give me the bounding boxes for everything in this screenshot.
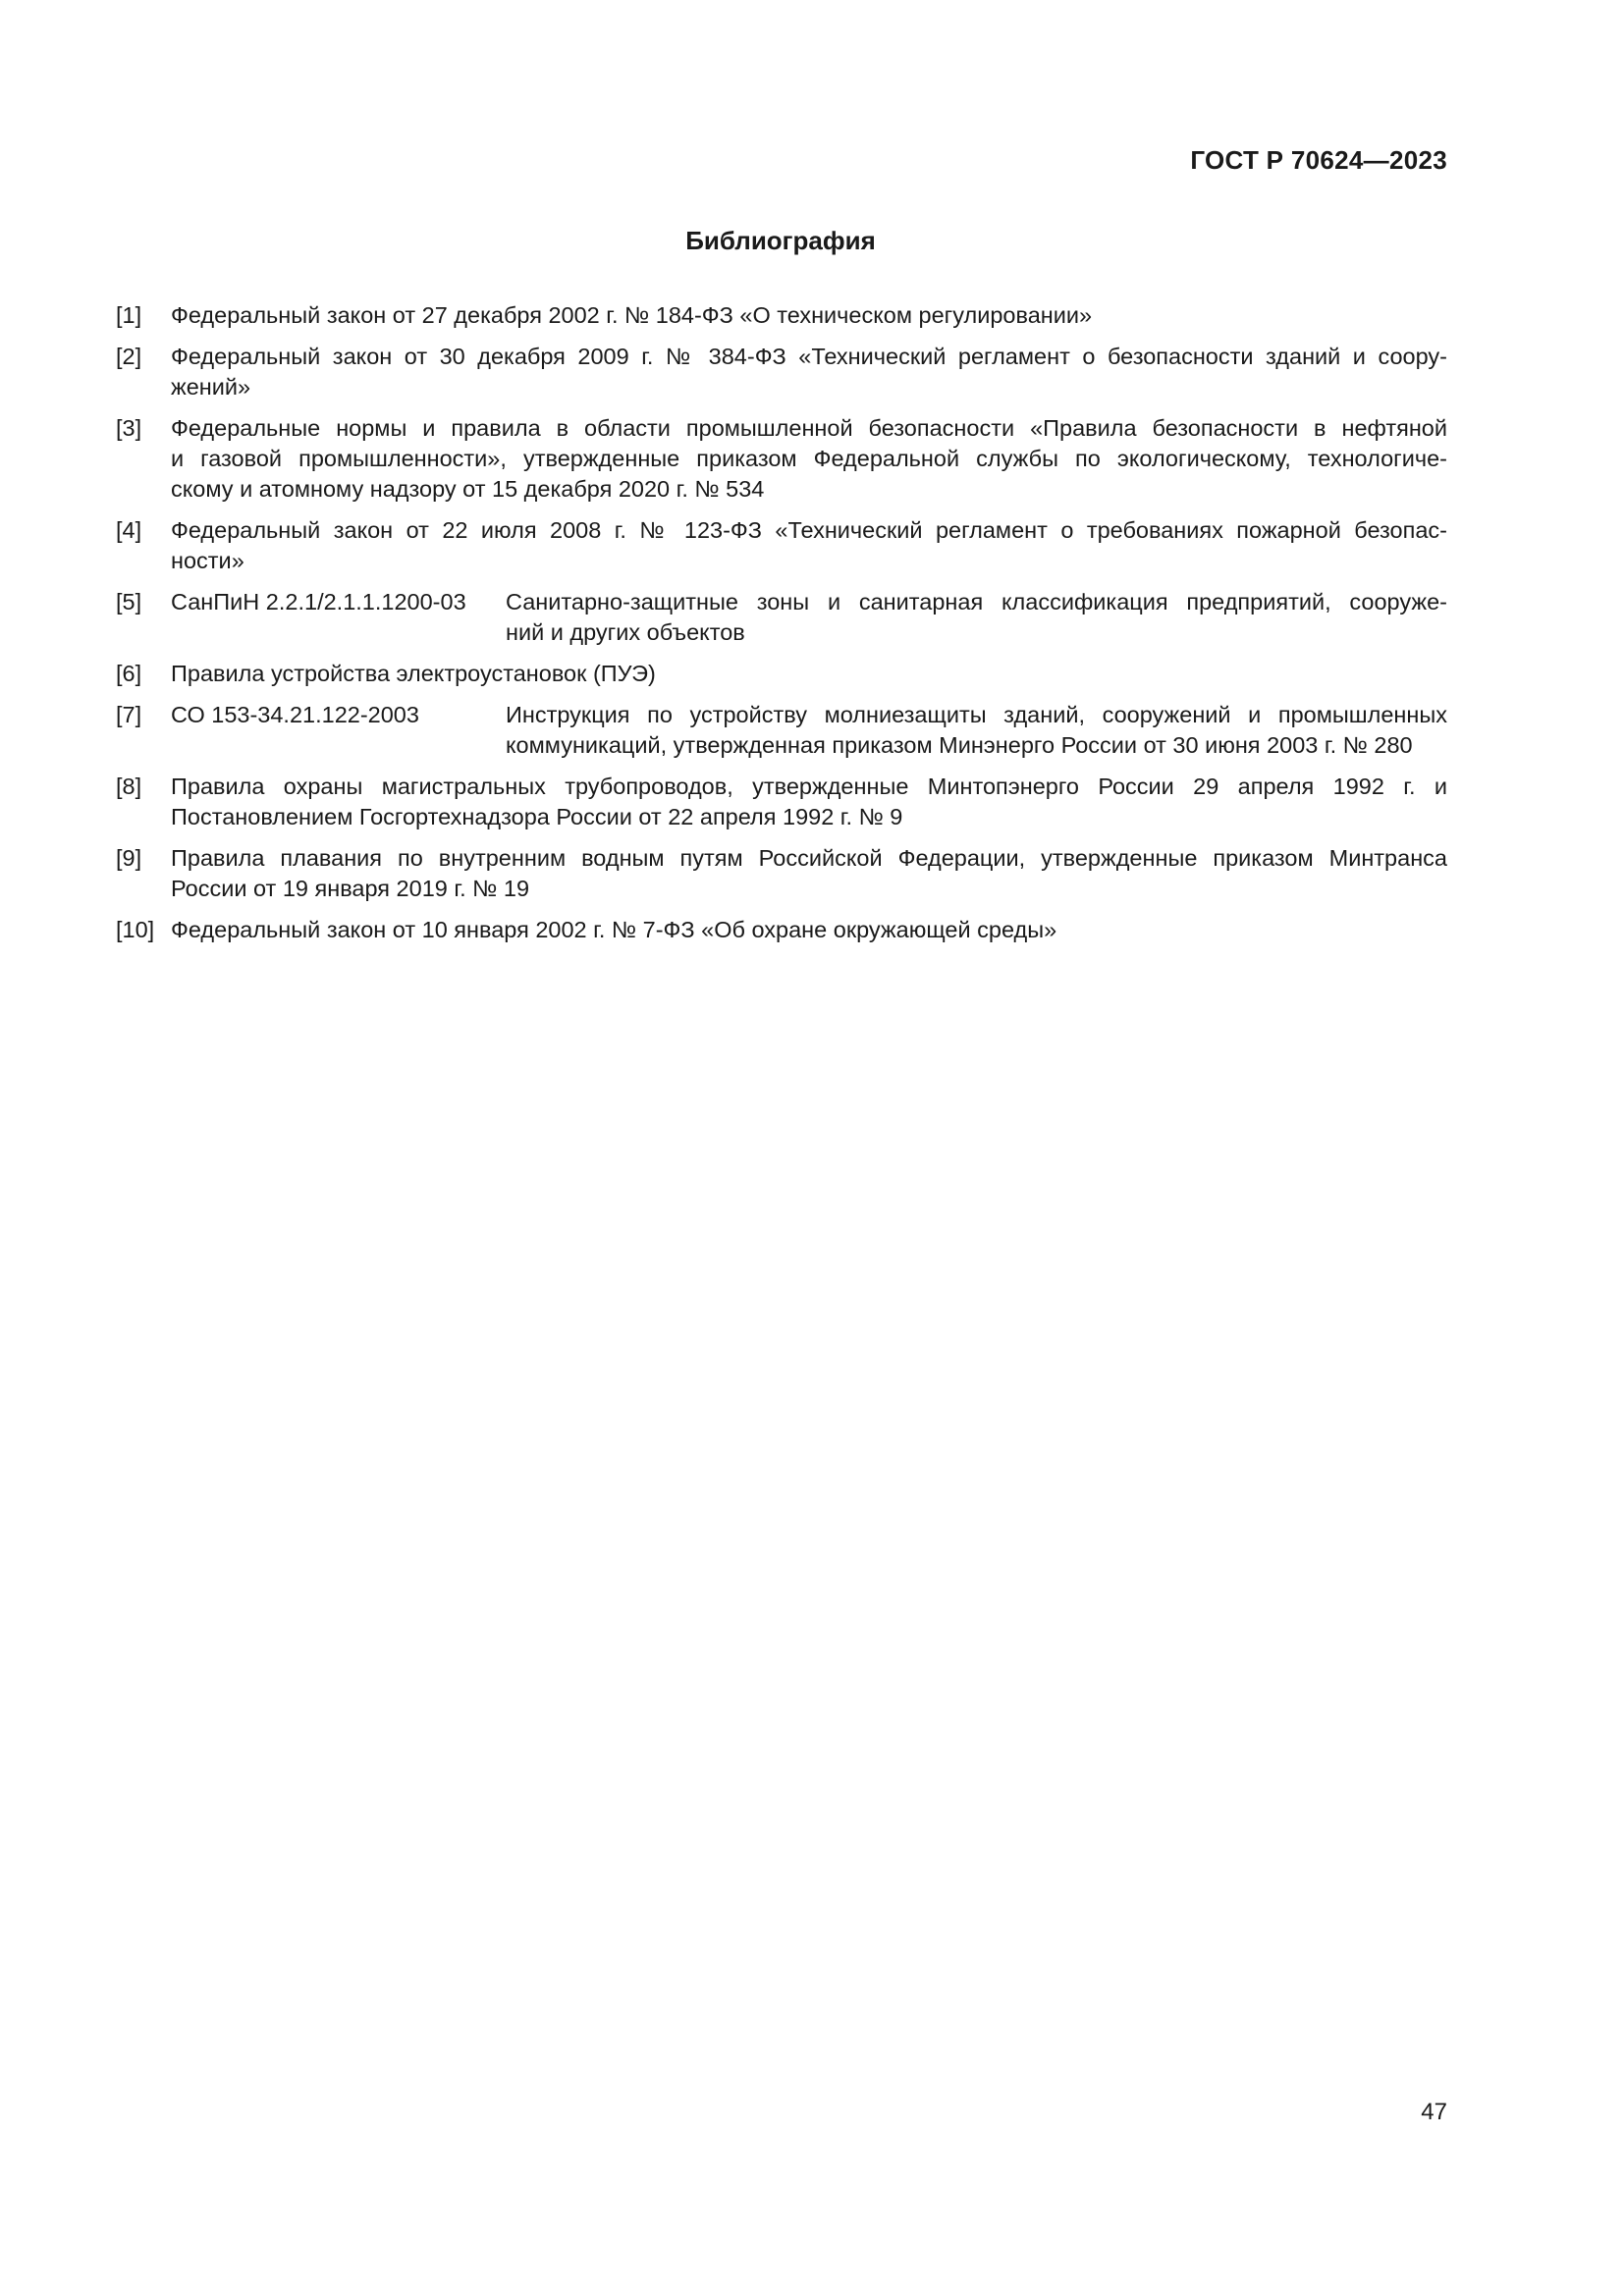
entry-number: [9]	[116, 845, 142, 871]
bibliography-entry	[116, 413, 1447, 505]
entry-text-line: скому и атомному надзору от 15 декабря 2020 г. № 534	[171, 476, 765, 502]
entry-text-line: Федеральный закон от 22 июля 2008 г. № 123-ФЗ «Технический регламент о требованиях пожарной безопас-	[171, 517, 1447, 543]
entry-text-line: и газовой промышленности», утвержденные приказом Федеральной службы по экологическому, технологиче-	[171, 446, 1447, 471]
entry-number: [10]	[116, 917, 155, 942]
section-title: Библиография	[685, 226, 876, 255]
bibliography-entry	[116, 342, 1447, 402]
entry-text	[171, 300, 1447, 331]
entry-text	[506, 700, 1447, 761]
entry-text-line: Санитарно-защитные зоны и санитарная классификация предприятий, сооруже-	[506, 589, 1447, 614]
bibliography-entry	[116, 843, 1447, 904]
page-number: 47	[1421, 2099, 1447, 2125]
entry-text-line: Федеральный закон от 27 декабря 2002 г. № 184-ФЗ «О техническом регулировании»	[171, 302, 1093, 328]
entry-number: [3]	[116, 415, 142, 441]
bibliography-entry	[116, 587, 1447, 648]
bibliography-list	[116, 300, 1447, 956]
entry-text	[171, 342, 1447, 402]
entry-text	[171, 915, 1447, 945]
entry-text	[171, 843, 1447, 904]
entry-text-line: коммуникаций, утвержденная приказом Минэнерго России от 30 июня 2003 г. № 280	[506, 732, 1413, 758]
document-number-header: ГОСТ Р 70624—2023	[1190, 145, 1447, 175]
entry-text-line: Федеральный закон от 10 января 2002 г. № 7-ФЗ «Об охране окружающей среды»	[171, 917, 1057, 942]
entry-text-line: ности»	[171, 548, 244, 573]
entry-text	[171, 515, 1447, 576]
entry-text-line: России от 19 января 2019 г. № 19	[171, 876, 530, 901]
entry-text-line: жений»	[171, 374, 251, 400]
entry-text-line: Правила охраны магистральных трубопроводов, утвержденные Минтопэнерго России 29 апреля 1992 г. и	[171, 774, 1447, 799]
bibliography-entry	[116, 772, 1447, 832]
entry-number: [5]	[116, 589, 142, 614]
entry-document-code: СО 153-34.21.122-2003	[171, 702, 419, 727]
bibliography-entry	[116, 700, 1447, 761]
entry-number: [7]	[116, 702, 142, 727]
entry-text	[171, 772, 1447, 832]
entry-text	[171, 413, 1447, 505]
entry-text-line: Федеральный закон от 30 декабря 2009 г. № 384-ФЗ «Технический регламент о безопасности зданий и соору-	[171, 344, 1447, 369]
entry-text-line: Инструкция по устройству молниезащиты зданий, сооружений и промышленных	[506, 702, 1447, 727]
bibliography-entry	[116, 300, 1447, 331]
entry-number: [4]	[116, 517, 142, 543]
bibliography-entry	[116, 659, 1447, 689]
bibliography-entry	[116, 915, 1447, 945]
entry-number: [2]	[116, 344, 142, 369]
entry-document-code: СанПиН 2.2.1/2.1.1.1200-03	[171, 589, 466, 614]
entry-text-line: Постановлением Госгортехнадзора России от 22 апреля 1992 г. № 9	[171, 804, 903, 829]
entry-text-line: Правила устройства электроустановок (ПУЭ)	[171, 661, 656, 686]
entry-text	[171, 659, 1447, 689]
entry-text-line: Правила плавания по внутренним водным путям Российской Федерации, утвержденные приказом Минтранса	[171, 845, 1447, 871]
entry-number: [8]	[116, 774, 142, 799]
entry-number: [6]	[116, 661, 142, 686]
entry-text-line: ний и других объектов	[506, 619, 745, 645]
entry-text	[506, 587, 1447, 648]
entry-text-line: Федеральные нормы и правила в области промышленной безопасности «Правила безопасности в нефтяной	[171, 415, 1447, 441]
entry-number: [1]	[116, 302, 142, 328]
bibliography-entry	[116, 515, 1447, 576]
